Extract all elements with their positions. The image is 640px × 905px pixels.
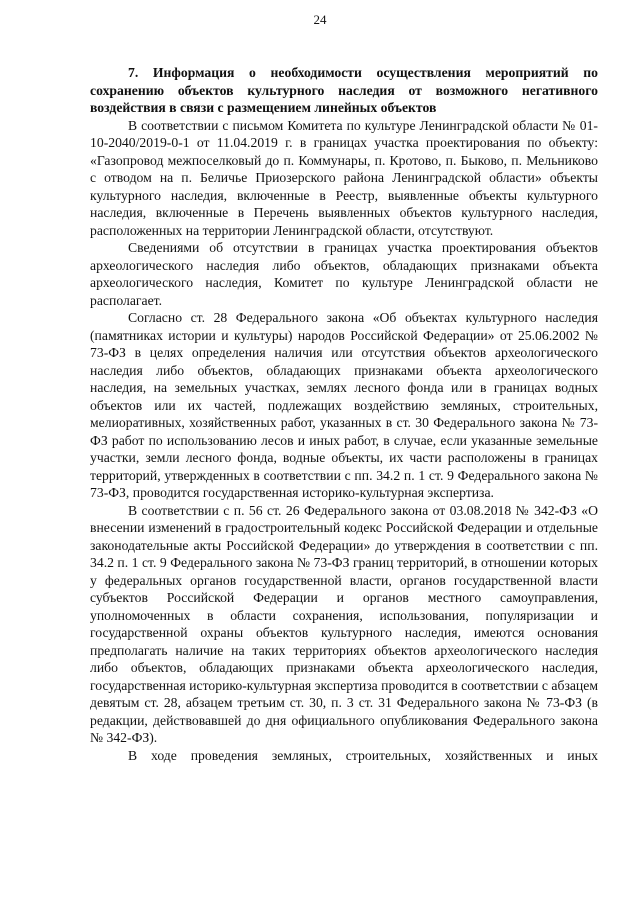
paragraph-no-information: Сведениями об отсутствии в границах участка проектирования объектов археологического наследия либо объектов, обладающих признаками объекта археологического наследия, Комитет по культуре Ленинградской области не располагает. [90,240,598,308]
paragraph-law-342: В соответствии с п. 56 ст. 26 Федерального закона от 03.08.2018 № 342-ФЗ «О внесении изменений в градостроительный кодекс Российской Федерации и отдельные законодательные акты Российской Федерации» до утверждения в соответствии с пп. 34.2 п. 1 ст. 9 Федерального закона № 73-ФЗ границ территорий, в отношении которых у федеральных органов государственной власти, органов государственной власти субъектов Российской Федерации и органов местного самоуправления, уполномоченных в области сохранения, использования, популяризации и государственной охраны объектов культурного наследия, имеются основания предполагать наличие на таких территориях объектов археологического наследия либо объектов, обладающих признаками объекта археологического наследия, государственная историко-культурная экспертиза проводится в соответствии с абзацем девятым ст. 28, абзацем третьим ст. 30, п. 3 ст. 31 Федерального закона № 73-ФЗ (в редакции, действовавшей до дня официального опубликования Федерального закона № 342-ФЗ). [90,502,598,745]
page-content [90,64,598,764]
paragraph-committee-letter: В соответствии с письмом Комитета по культуре Ленинградской области № 01-10-2040/2019-0-1 от 11.04.2019 г. в границах участка проектирования по объекту: «Газопровод межпоселковый до п. Коммунары, п. Кротово, п. Быково, п. Мельниково с отводом на п. Беличье Приозерского района Ленинградской области» объекты культурного наследия, включенные в Реестр, выявленные объекты культурного наследия, включенные в Перечень выявленных объектов культурного наследия, расположенных на территории Ленинградской области, отсутствуют. [90,117,598,238]
paragraph-continued: В ходе проведения земляных, строительных, хозяйственных и иных [128,747,598,763]
paragraph-article-28: Согласно ст. 28 Федерального закона «Об объектах культурного наследия (памятниках истории и культуры) народов Российской Федерации» от 25.06.2002 № 73-ФЗ в целях определения наличия или отсутствия объектов археологического наследия либо объектов, обладающих признаками объекта археологического наследия, на земельных участках, землях лесного фонда или в границах водных объектов или их частей, подлежащих воздействию земляных, строительных, мелиоративных, хозяйственных работ, указанных в ст. 30 Федерального закона № 73-ФЗ работ по использованию лесов и иных работ, в случае, если указанные земельные участки, земли лесного фонда, водные объекты, их части расположены в границах территорий, утвержденных в соответствии с пп. 34.2 п. 1 ст. 9 Федерального закона № 73-ФЗ, проводится государственная историко-культурная экспертиза. [90,310,598,500]
section-heading: 7. Информация о необходимости осуществления мероприятий по сохранению объектов культурного наследия от возможного негативного воздействия в связи с размещением линейных объектов [90,65,598,115]
page-number: 24 [313,12,327,27]
